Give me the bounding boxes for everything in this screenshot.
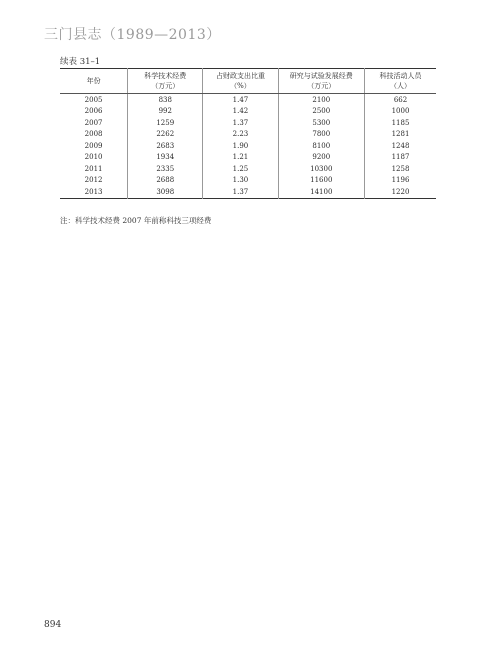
header-sci-tech-funds <box>128 69 203 94</box>
header-rd-funds-label: 研究与试验发展经费 <box>289 72 353 80</box>
header-rd-funds <box>278 69 364 94</box>
page-number: 894 <box>44 620 62 630</box>
cell-rd-funds: 2100 <box>278 94 364 106</box>
table-row <box>60 175 436 187</box>
cell-sci-tech-funds: 2262 <box>128 129 203 141</box>
cell-fiscal-share: 2.23 <box>203 129 278 141</box>
header-fiscal-share-unit: （%） <box>230 82 251 90</box>
header-fiscal-share-label: 占财政支出比重 <box>215 72 265 80</box>
header-sci-tech-funds-unit: （万元） <box>151 82 180 90</box>
cell-year: 2007 <box>84 118 103 127</box>
cell-fiscal-share: 1.37 <box>203 117 278 129</box>
cell-rd-funds: 9200 <box>278 152 364 164</box>
table-caption: 续表 31–1 <box>60 57 101 67</box>
cell-sci-tech-funds: 2683 <box>128 140 203 152</box>
cell-rd-funds: 11600 <box>278 175 364 187</box>
table-row <box>60 152 436 164</box>
cell-fiscal-share: 1.47 <box>203 94 278 106</box>
table-row <box>60 129 436 141</box>
cell-fiscal-share: 1.21 <box>203 152 278 164</box>
cell-sci-tech-funds: 992 <box>128 106 203 118</box>
cell-fiscal-share: 1.37 <box>203 186 278 198</box>
cell-rd-funds: 14100 <box>278 186 364 198</box>
cell-personnel: 1281 <box>365 129 436 141</box>
cell-personnel: 1185 <box>365 117 436 129</box>
cell-personnel: 1220 <box>365 186 436 198</box>
cell-rd-funds: 5300 <box>278 117 364 129</box>
cell-sci-tech-funds: 2335 <box>128 163 203 175</box>
statistics-table <box>60 68 436 199</box>
cell-sci-tech-funds: 2688 <box>128 175 203 187</box>
cell-fiscal-share: 1.42 <box>203 106 278 118</box>
table-row <box>60 163 436 175</box>
cell-rd-funds: 8100 <box>278 140 364 152</box>
table-row <box>60 186 436 198</box>
header-fiscal-share <box>203 69 278 94</box>
cell-fiscal-share: 1.25 <box>203 163 278 175</box>
header-personnel <box>365 69 436 94</box>
table-header-row <box>60 69 436 94</box>
table-row <box>60 106 436 118</box>
table-row <box>60 94 436 106</box>
running-head: 三门县志（1989—2013） <box>44 27 221 43</box>
cell-year: 2009 <box>84 141 103 150</box>
cell-sci-tech-funds: 838 <box>128 94 203 106</box>
header-year <box>60 69 128 94</box>
cell-year: 2005 <box>84 95 103 104</box>
cell-fiscal-share: 1.90 <box>203 140 278 152</box>
header-rd-funds-unit: （万元） <box>307 82 336 90</box>
table-row <box>60 140 436 152</box>
cell-rd-funds: 10300 <box>278 163 364 175</box>
cell-personnel: 1196 <box>365 175 436 187</box>
cell-personnel: 662 <box>365 94 436 106</box>
cell-year: 2011 <box>84 164 103 173</box>
cell-personnel: 1000 <box>365 106 436 118</box>
cell-personnel: 1187 <box>365 152 436 164</box>
cell-rd-funds: 7800 <box>278 129 364 141</box>
cell-sci-tech-funds: 1934 <box>128 152 203 164</box>
header-personnel-label: 科技活动人员 <box>379 72 422 80</box>
cell-year: 2012 <box>84 176 103 185</box>
table-note: 注：科学技术经费 2007 年前称科技三项经费 <box>60 216 212 225</box>
cell-year: 2008 <box>84 130 103 139</box>
cell-sci-tech-funds: 3098 <box>128 186 203 198</box>
cell-rd-funds: 2500 <box>278 106 364 118</box>
table-row <box>60 117 436 129</box>
cell-sci-tech-funds: 1259 <box>128 117 203 129</box>
cell-year: 2010 <box>84 153 103 162</box>
cell-year: 2006 <box>84 107 103 116</box>
cell-personnel: 1258 <box>365 163 436 175</box>
header-year-label: 年份 <box>86 77 101 85</box>
cell-personnel: 1248 <box>365 140 436 152</box>
header-sci-tech-funds-label: 科学技术经费 <box>144 72 187 80</box>
cell-fiscal-share: 1.30 <box>203 175 278 187</box>
cell-year: 2013 <box>84 187 103 196</box>
header-personnel-unit: （人） <box>390 82 411 90</box>
